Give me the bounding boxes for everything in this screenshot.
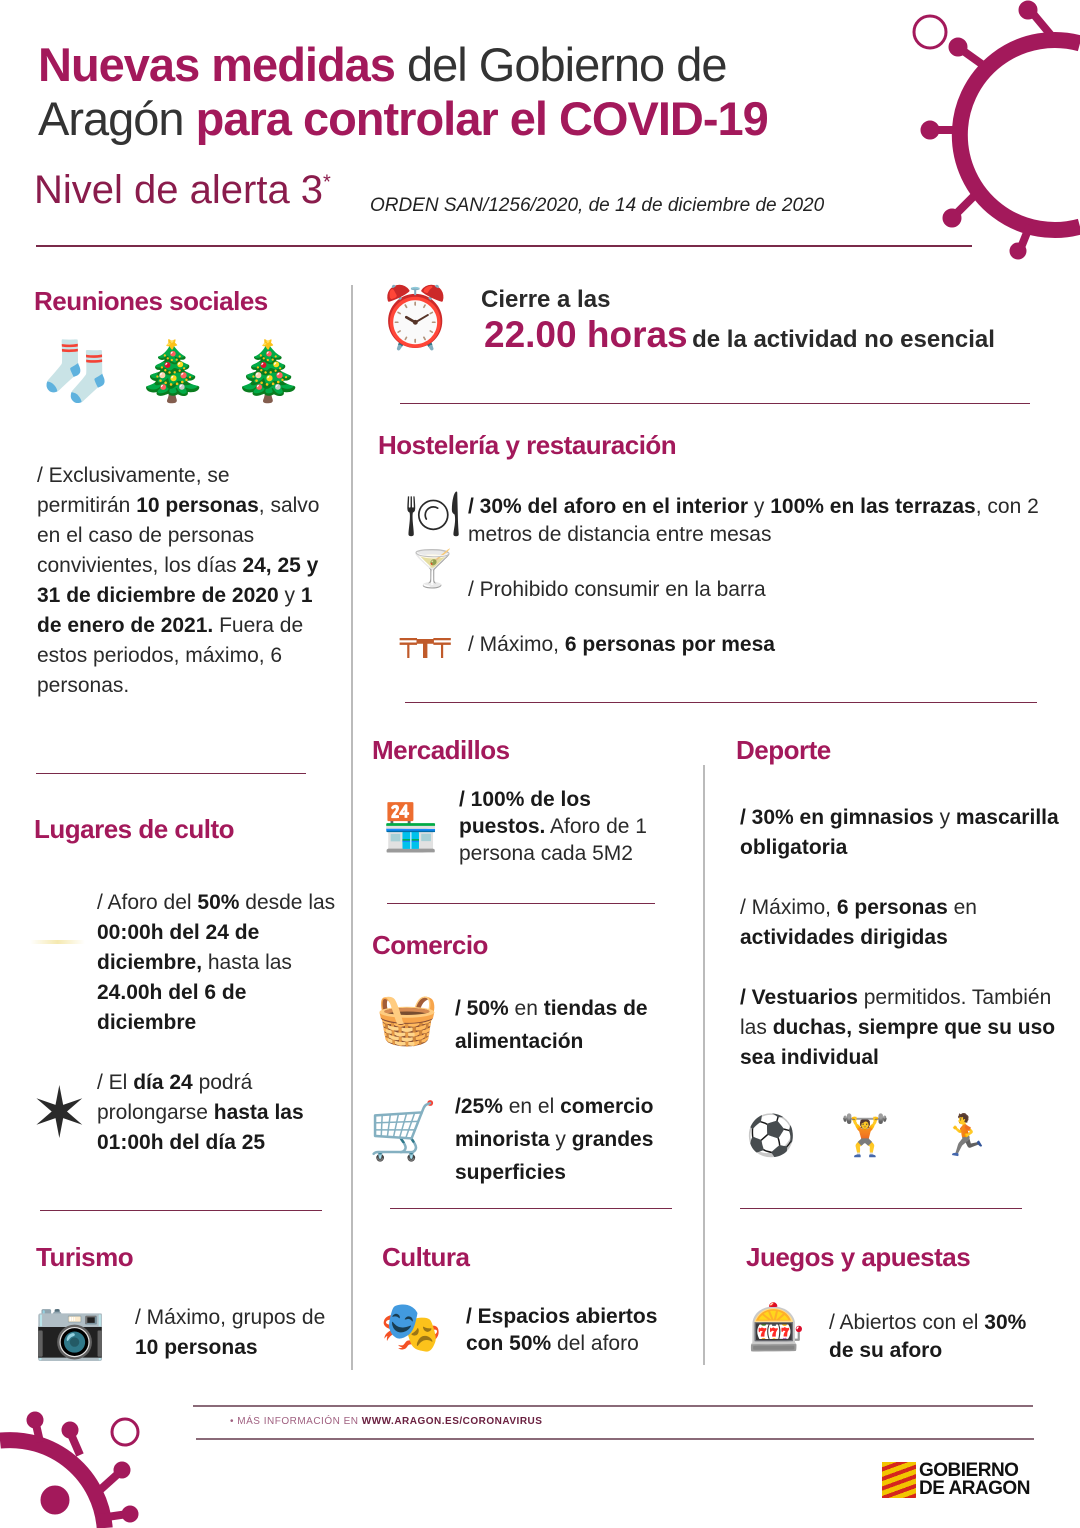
text-segment: / Abiertos con el <box>829 1311 985 1334</box>
text-segment: , con 2 metros de distancia entre mesas <box>468 495 1039 546</box>
aragon-flag-icon <box>882 1462 916 1498</box>
mercadillos-text <box>459 786 679 867</box>
culto-text-2 <box>97 1068 347 1158</box>
more-info-link[interactable]: WWW.ARAGON.ES/CORONAVIRUS <box>361 1416 543 1427</box>
text-segment: / Exclusivamente, se permitirán <box>37 464 230 517</box>
logo-text-1: GOBIERNO <box>919 1460 1019 1481</box>
soccer-ball-icon: ⚽ <box>746 1114 796 1158</box>
virus-decoration-bottom <box>0 1410 150 1528</box>
section-title-reuniones: Reuniones sociales <box>34 286 268 316</box>
text-segment: tiendas de alimentación <box>455 997 648 1053</box>
alert-level <box>34 168 331 213</box>
text-segment: Fuera de estos periodos, máximo, 6 personas. <box>37 614 304 697</box>
comercio-item-1 <box>455 992 695 1058</box>
divider <box>193 1405 1033 1407</box>
hosteleria-item <box>468 493 1048 549</box>
text-segment: del aforo <box>551 1332 639 1355</box>
divider <box>390 1208 672 1209</box>
theater-masks-icon: 🎭 <box>380 1299 443 1355</box>
text-segment: 10 personas <box>136 494 259 517</box>
deporte-item-1 <box>740 803 1060 863</box>
text-segment: hasta las 01:00h del día 25 <box>97 1101 304 1154</box>
section-title-juegos: Juegos y apuestas <box>746 1242 971 1272</box>
divider <box>40 1210 322 1211</box>
column-divider <box>703 765 705 1365</box>
more-info <box>230 1416 542 1427</box>
section-title-mercadillos: Mercadillos <box>372 735 510 765</box>
text-segment: / Máximo, <box>740 896 837 919</box>
section-title-comercio: Comercio <box>372 930 488 960</box>
culto-text-1 <box>97 888 347 1038</box>
text-segment: grandes superficies <box>455 1128 654 1184</box>
divider <box>196 1438 1034 1440</box>
weightlifting-icon: 🏋 <box>840 1114 890 1158</box>
text-segment: comercio minorista <box>455 1095 654 1151</box>
shopping-cart-icon: 🛒 <box>368 1099 438 1162</box>
text-segment: , salvo en el caso de personas convivientes, los días <box>37 494 320 577</box>
christmas-icons: 🧦🎄🎄 <box>40 339 329 404</box>
text-segment: Nuevas medidas <box>38 38 395 91</box>
text-segment: 00:00h del 24 de diciembre, <box>97 921 260 974</box>
text-segment: Aragón <box>38 92 196 145</box>
section-title-turismo: Turismo <box>36 1242 134 1272</box>
alarm-clock-icon: ⏰ <box>378 284 453 351</box>
alert-asterisk: * <box>323 171 331 194</box>
text-segment: /25% <box>455 1095 503 1118</box>
text-segment: y <box>278 584 301 607</box>
turismo-text <box>135 1303 345 1363</box>
text-segment: 6 personas <box>836 896 948 919</box>
text-segment: 10 personas <box>135 1336 258 1359</box>
text-segment: del Gobierno de <box>394 38 727 91</box>
camera-icon: 📷 <box>34 1297 107 1362</box>
cierre-hour: 22.00 horas <box>484 314 688 355</box>
cierre-rest: de la actividad no esencial <box>692 326 995 353</box>
gobierno-aragon-logo <box>882 1462 1030 1498</box>
runner-icon: 🏃 <box>940 1114 990 1158</box>
cierre-hour-line <box>484 314 995 356</box>
text-segment: hasta las <box>202 951 292 974</box>
virus-decoration-top <box>900 0 1080 260</box>
sparkle-icon <box>30 940 85 944</box>
text-segment: podrá prolongarse <box>97 1071 253 1124</box>
column-divider <box>351 285 353 1370</box>
text-segment: 50% <box>197 891 240 914</box>
reuniones-text <box>37 461 322 701</box>
poker-chips-icon: 🎰 <box>748 1301 806 1353</box>
text-segment: mascarilla obligatoria <box>740 806 1059 859</box>
text-segment: duchas, siempre que su uso sea individual <box>740 1016 1056 1069</box>
text-segment: 6 personas por mesa <box>564 633 775 656</box>
text-segment: / 30% del aforo en el interior <box>468 495 749 518</box>
cloche-icon: 🍽 <box>405 490 461 539</box>
section-title-culto: Lugares de culto <box>34 814 235 844</box>
page-title <box>38 38 768 146</box>
comercio-item-2 <box>455 1090 700 1189</box>
text-segment: 30% de su aforo <box>829 1311 1027 1362</box>
text-segment: / Aforo del <box>97 891 198 914</box>
text-segment: en el <box>502 1095 561 1118</box>
divider <box>400 403 1030 404</box>
text-segment: 1 de enero de 2021. <box>37 584 313 637</box>
text-segment: 24, 25 y 31 de diciembre de 2020 <box>37 554 319 607</box>
text-segment: / Espacios abiertos con 50% <box>466 1305 658 1355</box>
alert-level-text: Nivel de alerta 3 <box>34 168 324 212</box>
logo-text-2: DE ARAGON <box>919 1478 1030 1499</box>
text-segment: permitidos. También las <box>740 986 1052 1039</box>
text-segment: / 100% de los puestos. <box>459 788 591 838</box>
text-segment: Aforo de 1 persona cada 5M2 <box>459 815 647 865</box>
cultura-text <box>466 1303 696 1357</box>
divider <box>36 245 972 247</box>
text-segment: y <box>748 495 771 518</box>
text-segment: / 30% en gimnasios <box>740 806 934 829</box>
cierre-line: Cierre a las <box>481 286 611 313</box>
text-segment: y <box>933 806 956 829</box>
text-segment: en <box>508 997 544 1020</box>
market-stall-icon: 🏪 <box>382 801 440 853</box>
text-segment: / Prohibido consumir en la barra <box>468 578 766 601</box>
divider <box>387 903 655 904</box>
cocktail-icon: 🍸 <box>410 548 455 589</box>
section-title-cultura: Cultura <box>382 1242 470 1272</box>
divider <box>405 702 1037 703</box>
text-segment: / 50% <box>455 997 509 1020</box>
text-segment: y <box>549 1128 572 1151</box>
basket-icon: 🧺 <box>376 991 439 1047</box>
text-segment: en <box>947 896 977 919</box>
more-info-label: • MÁS INFORMACIÓN EN <box>230 1416 362 1427</box>
text-segment: 100% en las terrazas <box>770 495 976 518</box>
star-icon: ✶ <box>30 1074 89 1152</box>
text-segment: / Máximo, <box>468 633 565 656</box>
deporte-item-2 <box>740 893 1060 953</box>
text-segment: para controlar el COVID-19 <box>195 92 768 145</box>
section-title-hosteleria: Hostelería y restauración <box>378 430 677 460</box>
text-segment: / Vestuarios <box>740 986 858 1009</box>
deporte-item-3 <box>740 983 1060 1073</box>
divider <box>36 773 306 774</box>
text-segment: / Máximo, grupos de <box>135 1306 326 1329</box>
text-segment: actividades dirigidas <box>740 926 948 949</box>
text-segment: desde las <box>239 891 336 914</box>
text-segment: día 24 <box>133 1071 193 1094</box>
hosteleria-item <box>468 630 775 660</box>
text-segment: 24.00h del 6 de diciembre <box>97 981 247 1034</box>
juegos-text <box>829 1309 1029 1365</box>
section-title-deporte: Deporte <box>736 735 831 765</box>
table-icon: ╤┳╤ <box>400 625 451 658</box>
order-reference: ORDEN SAN/1256/2020, de 14 de diciembre de 2020 <box>370 195 825 216</box>
text-segment: / El <box>97 1071 134 1094</box>
divider <box>740 1208 1022 1209</box>
hosteleria-item <box>468 575 766 605</box>
